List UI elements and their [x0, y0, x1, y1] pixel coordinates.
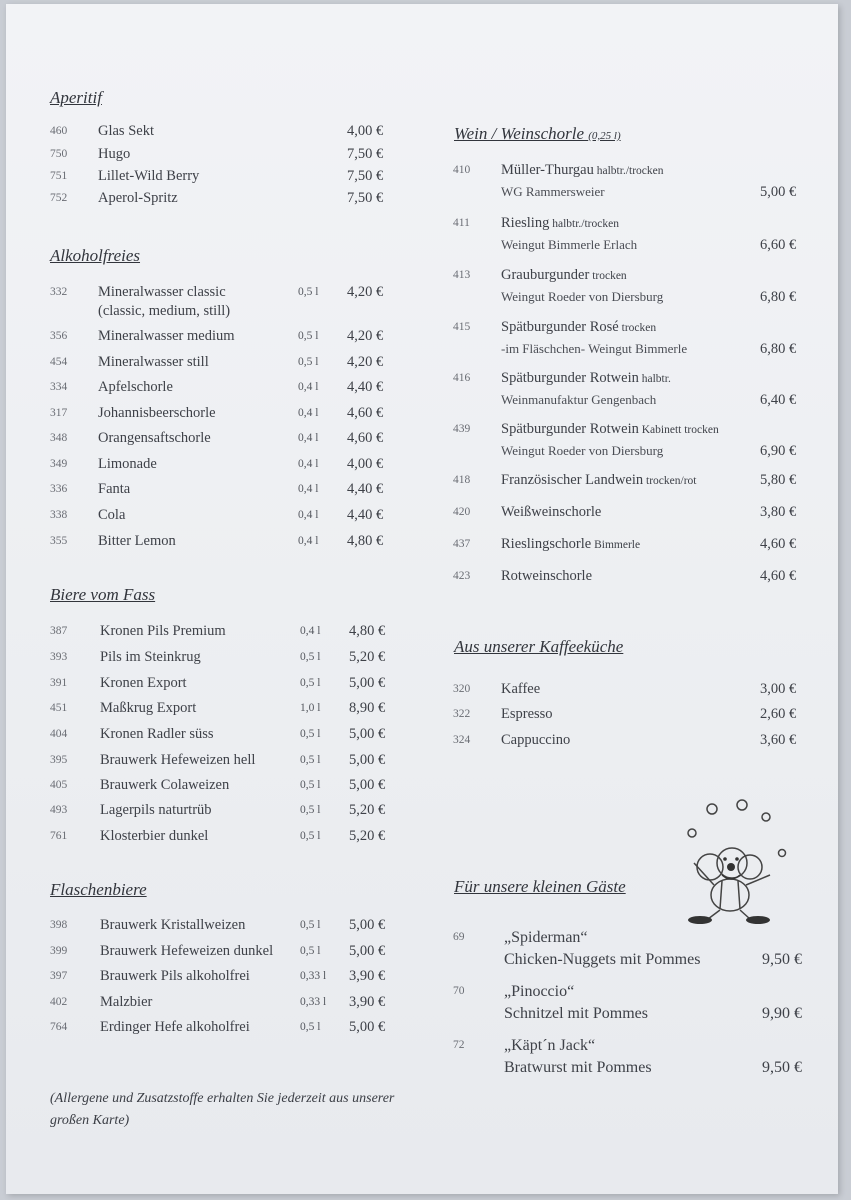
item-number: 764 — [50, 1021, 68, 1033]
section-title-flaschen: Flaschenbiere — [50, 880, 147, 899]
item-name-detail: Kabinett trocken — [638, 424, 719, 436]
fass-item-row — [0, 777, 851, 797]
fass-item-row — [0, 752, 851, 772]
item-volume: 0,4 l — [298, 535, 319, 547]
item-price: 3,90 € — [349, 994, 386, 1010]
item-number: 415 — [453, 321, 471, 333]
item-producer: Weingut Roeder von Diersburg — [501, 443, 664, 458]
item-price: 3,90 € — [349, 968, 386, 984]
item-name: Klosterbier dunkel — [100, 828, 209, 844]
item-price: 4,20 € — [347, 284, 384, 300]
item-number: 405 — [50, 779, 68, 791]
item-price: 5,00 € — [349, 1019, 386, 1035]
item-number: 437 — [453, 538, 471, 550]
item-name-main: Französischer Landwein — [501, 472, 644, 488]
item-price: 9,90 € — [762, 1005, 802, 1022]
item-number: 355 — [50, 535, 68, 547]
item-name: „Spiderman“ — [504, 929, 588, 946]
item-name — [501, 536, 640, 553]
kaffee-item-row — [0, 706, 851, 726]
item-price: 8,90 € — [349, 700, 386, 716]
item-price: 2,60 € — [760, 706, 797, 722]
item-name: Mineralwasser still — [98, 354, 209, 370]
wein-item-row — [0, 215, 851, 255]
item-number: 387 — [50, 625, 68, 637]
item-number: 420 — [453, 506, 471, 518]
item-name: Cappuccino — [501, 732, 571, 748]
item-number: 70 — [453, 985, 465, 997]
item-price: 5,00 € — [349, 777, 386, 793]
wein-item-row — [0, 370, 851, 410]
item-price: 5,00 € — [349, 943, 386, 959]
item-name: Erdinger Hefe alkoholfrei — [100, 1019, 250, 1035]
item-number: 413 — [453, 269, 471, 281]
item-name — [501, 421, 719, 438]
item-name: Fanta — [98, 481, 131, 497]
item-name: Orangensaftschorle — [98, 430, 211, 446]
wein-item-row — [0, 319, 851, 359]
item-name: Cola — [98, 507, 126, 523]
item-price: 5,20 € — [349, 802, 386, 818]
item-name: Hugo — [98, 146, 131, 162]
item-volume: 0,5 l — [300, 651, 321, 663]
item-price: 4,80 € — [349, 623, 386, 639]
item-name: Kaffee — [501, 681, 541, 697]
section-title-wein — [454, 124, 621, 144]
item-volume: 0,5 l — [300, 754, 321, 766]
wein-title-volume: (0,25 l) — [588, 130, 621, 142]
item-volume: 0,4 l — [298, 458, 319, 470]
item-number: 348 — [50, 432, 68, 444]
item-name-main: Spätburgunder Rotwein — [501, 370, 639, 386]
item-volume: 0,4 l — [298, 483, 319, 495]
item-number: 395 — [50, 754, 68, 766]
item-price: 4,00 € — [347, 123, 384, 139]
item-number: 404 — [50, 728, 68, 740]
item-name: Lagerpils naturtrüb — [100, 802, 212, 818]
item-volume: 1,0 l — [300, 702, 321, 714]
kinder-item-row — [0, 1037, 851, 1083]
section-title-alkoholfreies: Alkoholfreies — [50, 246, 141, 265]
item-name-detail: halbtr./trocken — [549, 218, 619, 230]
item-number: 317 — [50, 407, 68, 419]
item-price: 4,60 € — [347, 430, 384, 446]
item-price: 5,20 € — [349, 828, 386, 844]
item-number: 416 — [453, 372, 471, 384]
item-number: 356 — [50, 330, 68, 342]
item-name — [501, 319, 656, 336]
item-name: Limonade — [98, 456, 157, 472]
item-name-main: Weißweinschorle — [501, 504, 602, 520]
aperitif-item-row — [0, 123, 851, 143]
item-name — [501, 568, 592, 585]
item-number: 332 — [50, 286, 68, 298]
item-producer: WG Rammersweier — [501, 184, 605, 199]
fass-item-row — [0, 649, 851, 669]
section-title-fass: Biere vom Fass — [50, 585, 156, 604]
item-producer: Weingut Roeder von Diersburg — [501, 289, 664, 304]
item-name-detail: halbtr. — [638, 373, 671, 385]
wein-title-text: Wein / Weinschorle — [454, 124, 585, 143]
item-name: Pils im Steinkrug — [100, 649, 201, 665]
item-name: Kronen Pils Premium — [100, 623, 226, 639]
item-name: Malzbier — [100, 994, 153, 1010]
item-name: Brauwerk Hefeweizen dunkel — [100, 943, 274, 959]
item-volume: 0,33 l — [300, 996, 327, 1008]
item-price: 6,80 € — [760, 289, 797, 305]
item-price: 4,60 € — [347, 405, 384, 421]
item-number: 72 — [453, 1039, 465, 1051]
item-volume: 0,5 l — [300, 919, 321, 931]
item-name-main: Grauburgunder — [501, 267, 590, 283]
item-name: Glas Sekt — [98, 123, 154, 139]
item-producer: -im Fläschchen- Weingut Bimmerle — [501, 341, 688, 356]
item-volume: 0,5 l — [300, 804, 321, 816]
item-name-detail: Bimmerle — [591, 539, 641, 551]
item-price: 6,60 € — [760, 237, 797, 253]
section-title-aperitif: Aperitif — [50, 88, 102, 107]
wein-item-row — [0, 421, 851, 461]
item-number: 460 — [50, 125, 68, 137]
item-name: Aperol-Spritz — [98, 190, 178, 206]
kaffee-item-row — [0, 732, 851, 752]
item-name: Brauwerk Hefeweizen hell — [100, 752, 256, 768]
item-number: 493 — [50, 804, 68, 816]
item-number: 320 — [453, 683, 471, 695]
item-number: 761 — [50, 830, 68, 842]
item-price: 5,00 € — [349, 726, 386, 742]
item-price: 5,20 € — [349, 649, 386, 665]
item-name-main: Müller-Thurgau — [501, 162, 594, 178]
kinder-item-row — [0, 929, 851, 975]
item-price: 5,00 € — [760, 184, 797, 200]
item-name: Apfelschorle — [98, 379, 173, 395]
item-price: 7,50 € — [347, 168, 384, 184]
item-volume: 0,5 l — [300, 779, 321, 791]
item-price: 9,50 € — [762, 1059, 802, 1076]
kinder-item-row — [0, 983, 851, 1029]
item-price: 7,50 € — [347, 146, 384, 162]
kaffee-item-row — [0, 681, 851, 701]
item-volume: 0,4 l — [300, 625, 321, 637]
item-name: Mineralwasser medium — [98, 328, 235, 344]
item-name-main: Rotweinschorle — [501, 568, 593, 584]
item-price: 5,00 € — [349, 675, 386, 691]
item-price: 4,00 € — [347, 456, 384, 472]
juggling-clown-icon — [670, 795, 790, 925]
item-number: 439 — [453, 423, 471, 435]
item-price: 4,80 € — [347, 533, 384, 549]
item-price: 6,40 € — [760, 392, 797, 408]
item-name: „Käpt´n Jack“ — [504, 1037, 596, 1054]
item-price: 3,80 € — [760, 504, 797, 520]
item-volume: 0,4 l — [298, 381, 319, 393]
item-name: Brauwerk Pils alkoholfrei — [100, 968, 250, 984]
item-price: 4,40 € — [347, 481, 384, 497]
item-name: Espresso — [501, 706, 553, 722]
item-number: 418 — [453, 474, 471, 486]
fass-item-row — [0, 623, 851, 643]
item-volume: 0,5 l — [298, 356, 319, 368]
item-name: Brauwerk Colaweizen — [100, 777, 230, 793]
item-volume: 0,4 l — [298, 407, 319, 419]
item-name-detail: halbtr./trocken — [593, 165, 664, 177]
item-name: „Pinoccio“ — [504, 983, 575, 1000]
item-name: Kronen Radler süss — [100, 726, 214, 742]
item-volume: 0,4 l — [298, 432, 319, 444]
allergen-note: (Allergene und Zusatzstoffe erhalten Sie jederzeit aus unserer großen Karte) — [50, 1091, 395, 1128]
item-producer: Weinmanufaktur Gengenbach — [501, 392, 657, 407]
item-dish: Chicken-Nuggets mit Pommes — [504, 951, 701, 968]
item-number: 349 — [50, 458, 68, 470]
item-number: 410 — [453, 164, 471, 176]
item-volume: 0,5 l — [300, 945, 321, 957]
item-number: 322 — [453, 708, 471, 720]
item-number: 393 — [50, 651, 68, 663]
item-volume: 0,4 l — [298, 509, 319, 521]
wein-item-row — [0, 568, 851, 608]
item-price: 5,00 € — [349, 917, 386, 933]
item-number: 338 — [50, 509, 68, 521]
item-name: Bitter Lemon — [98, 533, 176, 549]
item-volume: 0,5 l — [298, 330, 319, 342]
item-name-detail: trocken/rot — [643, 475, 697, 487]
item-name — [501, 472, 696, 489]
item-volume: 0,5 l — [300, 1021, 321, 1033]
item-name — [501, 267, 627, 284]
item-number: 751 — [50, 170, 68, 182]
item-name: Mineralwasser classic — [98, 284, 226, 300]
item-volume: 0,5 l — [300, 728, 321, 740]
item-number: 69 — [453, 931, 465, 943]
item-number: 750 — [50, 148, 68, 160]
item-price: 5,00 € — [349, 752, 386, 768]
item-price: 4,40 € — [347, 507, 384, 523]
item-name: Kronen Export — [100, 675, 187, 691]
item-volume: 0,5 l — [300, 677, 321, 689]
item-price: 5,80 € — [760, 472, 797, 488]
item-price: 3,60 € — [760, 732, 797, 748]
item-price: 9,50 € — [762, 951, 802, 968]
item-number: 411 — [453, 217, 470, 229]
item-price: 6,90 € — [760, 443, 797, 459]
item-number: 397 — [50, 970, 68, 982]
wein-item-row — [0, 267, 851, 307]
section-title-kaffee: Aus unserer Kaffeeküche — [454, 637, 624, 656]
item-number: 398 — [50, 919, 68, 931]
item-name — [501, 370, 671, 387]
item-volume: 0,33 l — [300, 970, 327, 982]
item-volume: 0,5 l — [300, 830, 321, 842]
item-number: 399 — [50, 945, 68, 957]
item-name-main: Rieslingschorle — [501, 536, 592, 552]
wein-item-row — [0, 162, 851, 202]
item-name-main: Spätburgunder Rosé — [501, 319, 619, 335]
item-number: 324 — [453, 734, 471, 746]
item-number: 454 — [50, 356, 68, 368]
item-name-main: Spätburgunder Rotwein — [501, 421, 639, 437]
item-name-detail: trocken — [618, 322, 657, 334]
item-price: 4,20 € — [347, 328, 384, 344]
item-price: 4,40 € — [347, 379, 384, 395]
item-name: Johannisbeerschorle — [98, 405, 216, 421]
item-price: 7,50 € — [347, 190, 384, 206]
item-price: 3,00 € — [760, 681, 797, 697]
item-name: Brauwerk Kristallweizen — [100, 917, 246, 933]
item-dish: Bratwurst mit Pommes — [504, 1059, 652, 1076]
item-number: 391 — [50, 677, 68, 689]
item-dish: Schnitzel mit Pommes — [504, 1005, 648, 1022]
section-title-kinder: Für unsere kleinen Gäste — [454, 877, 626, 896]
item-name — [501, 162, 664, 179]
item-volume: 0,5 l — [298, 286, 319, 298]
item-name-detail: trocken — [589, 270, 627, 282]
item-number: 423 — [453, 570, 471, 582]
item-price: 4,20 € — [347, 354, 384, 370]
item-producer: Weingut Bimmerle Erlach — [501, 237, 638, 252]
item-name — [501, 215, 619, 232]
item-number: 451 — [50, 702, 68, 714]
item-name — [501, 504, 601, 521]
item-price: 4,60 € — [760, 568, 797, 584]
item-number: 334 — [50, 381, 68, 393]
item-number: 336 — [50, 483, 68, 495]
item-price: 6,80 € — [760, 341, 797, 357]
item-name: Lillet-Wild Berry — [98, 168, 200, 184]
item-name: Maßkrug Export — [100, 700, 197, 716]
item-number: 402 — [50, 996, 68, 1008]
item-name-main: Riesling — [501, 215, 550, 231]
item-number: 752 — [50, 192, 68, 204]
item-price: 4,60 € — [760, 536, 797, 552]
item-note: (classic, medium, still) — [98, 303, 231, 319]
